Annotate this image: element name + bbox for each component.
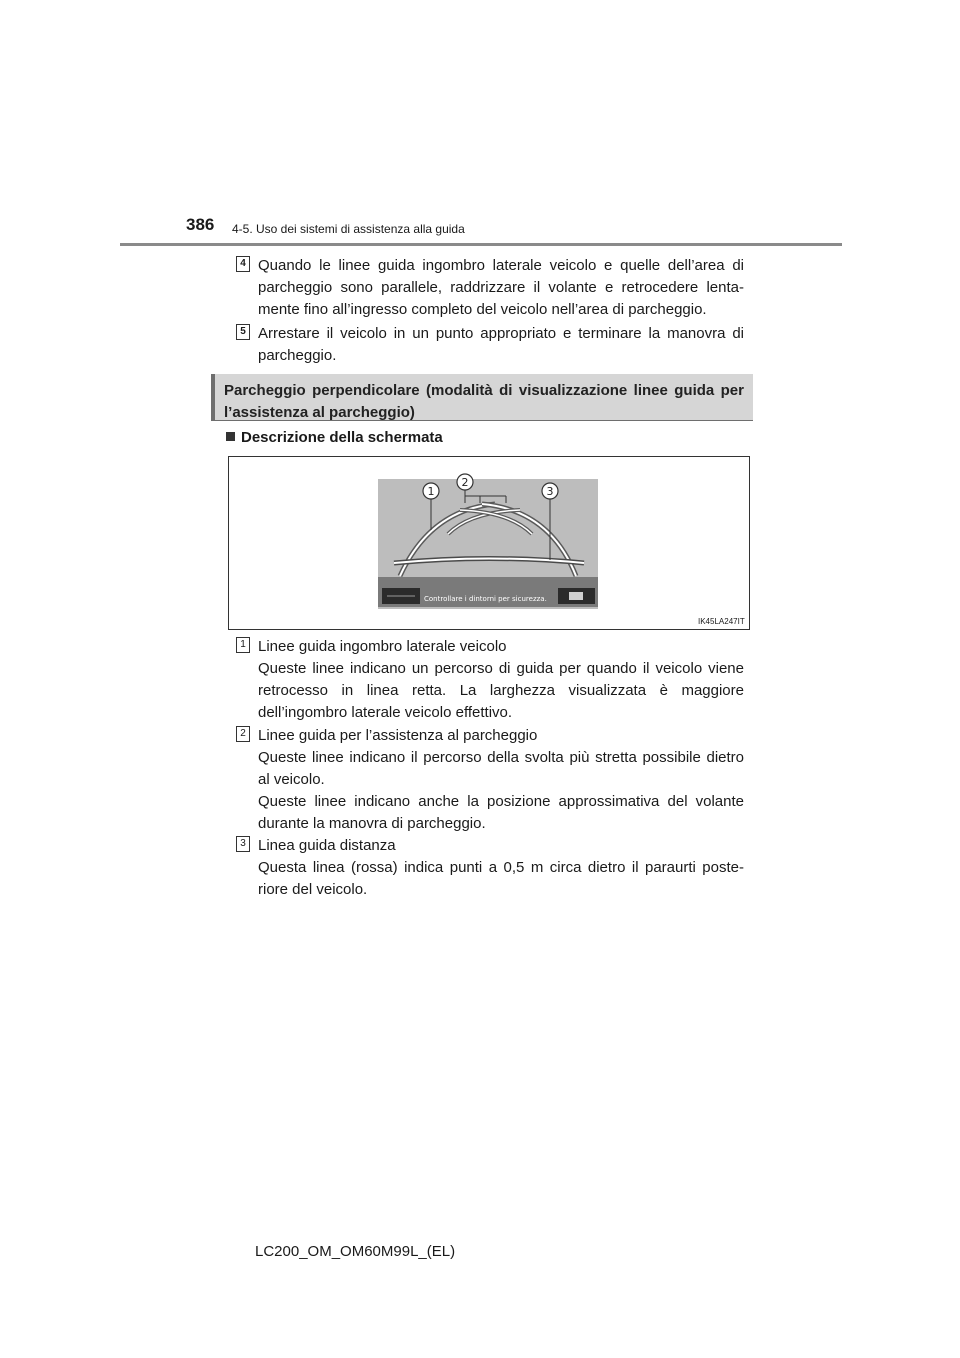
step-number-4: 4 <box>236 256 250 272</box>
figure-code: IK45LA247IT <box>698 617 745 626</box>
camera-switch-icon <box>569 592 583 600</box>
description-3-text: Questa linea (rossa) indica punti a 0,5 m circa dietro il paraurti poste-riore del veicolo. <box>258 859 744 898</box>
description-number-3: 3 <box>236 836 250 852</box>
description-3 <box>258 835 744 901</box>
square-bullet-icon <box>226 432 235 441</box>
screen-message: Controllare i dintorni per sicurezza. <box>424 595 547 603</box>
description-number-1: 1 <box>236 637 250 653</box>
subheading <box>226 429 443 446</box>
subheading-text: Descrizione della schermata <box>241 429 443 446</box>
section-heading: Parcheggio perpendicolare (modalità di visualizzazione linee guida per l’assistenza al parcheggio) <box>224 382 744 421</box>
description-2-title: Linee guida per l’assistenza al parcheggio <box>258 727 538 744</box>
description-1 <box>258 636 744 724</box>
step-number-5: 5 <box>236 324 250 340</box>
callout-label-2: 2 <box>461 476 469 489</box>
description-1-text: Queste linee indicano un percorso di guida per quando il veicolo viene retrocesso in linea retta. La larghezza visualizzata è maggiore dell’ingombro laterale veicolo effettivo. <box>258 660 744 721</box>
description-2 <box>258 725 744 835</box>
description-1-title: Linee guida ingombro laterale veicolo <box>258 638 507 655</box>
section-title: 4-5. Uso dei sistemi di assistenza alla guida <box>232 222 465 236</box>
step-4-text: Quando le linee guida ingombro laterale veicolo e quelle dell’area di parcheggio sono parallele, raddrizzare il volante e retrocedere lenta-mente fino all’ingresso completo del veicolo nell’area di parcheggio. <box>258 257 744 318</box>
callout-label-1: 1 <box>427 485 435 498</box>
callout-label-3: 3 <box>546 485 554 498</box>
description-number-2: 2 <box>236 726 250 742</box>
step-5-text: Arrestare il veicolo in un punto appropriato e terminare la manovra di parcheggio. <box>258 325 744 364</box>
description-2-text: Queste linee indicano il percorso della svolta più stretta possibile dietro al veicolo. <box>258 749 744 788</box>
description-2-text-2: Queste linee indicano anche la posizione approssimativa del volante durante la manovra di parcheggio. <box>258 793 744 832</box>
footer-document-code: LC200_OM_OM60M99L_(EL) <box>255 1243 456 1260</box>
page-number: 386 <box>186 215 215 234</box>
camera-screen-illustration <box>370 470 610 616</box>
header-divider <box>120 243 842 246</box>
description-3-title: Linea guida distanza <box>258 837 396 854</box>
